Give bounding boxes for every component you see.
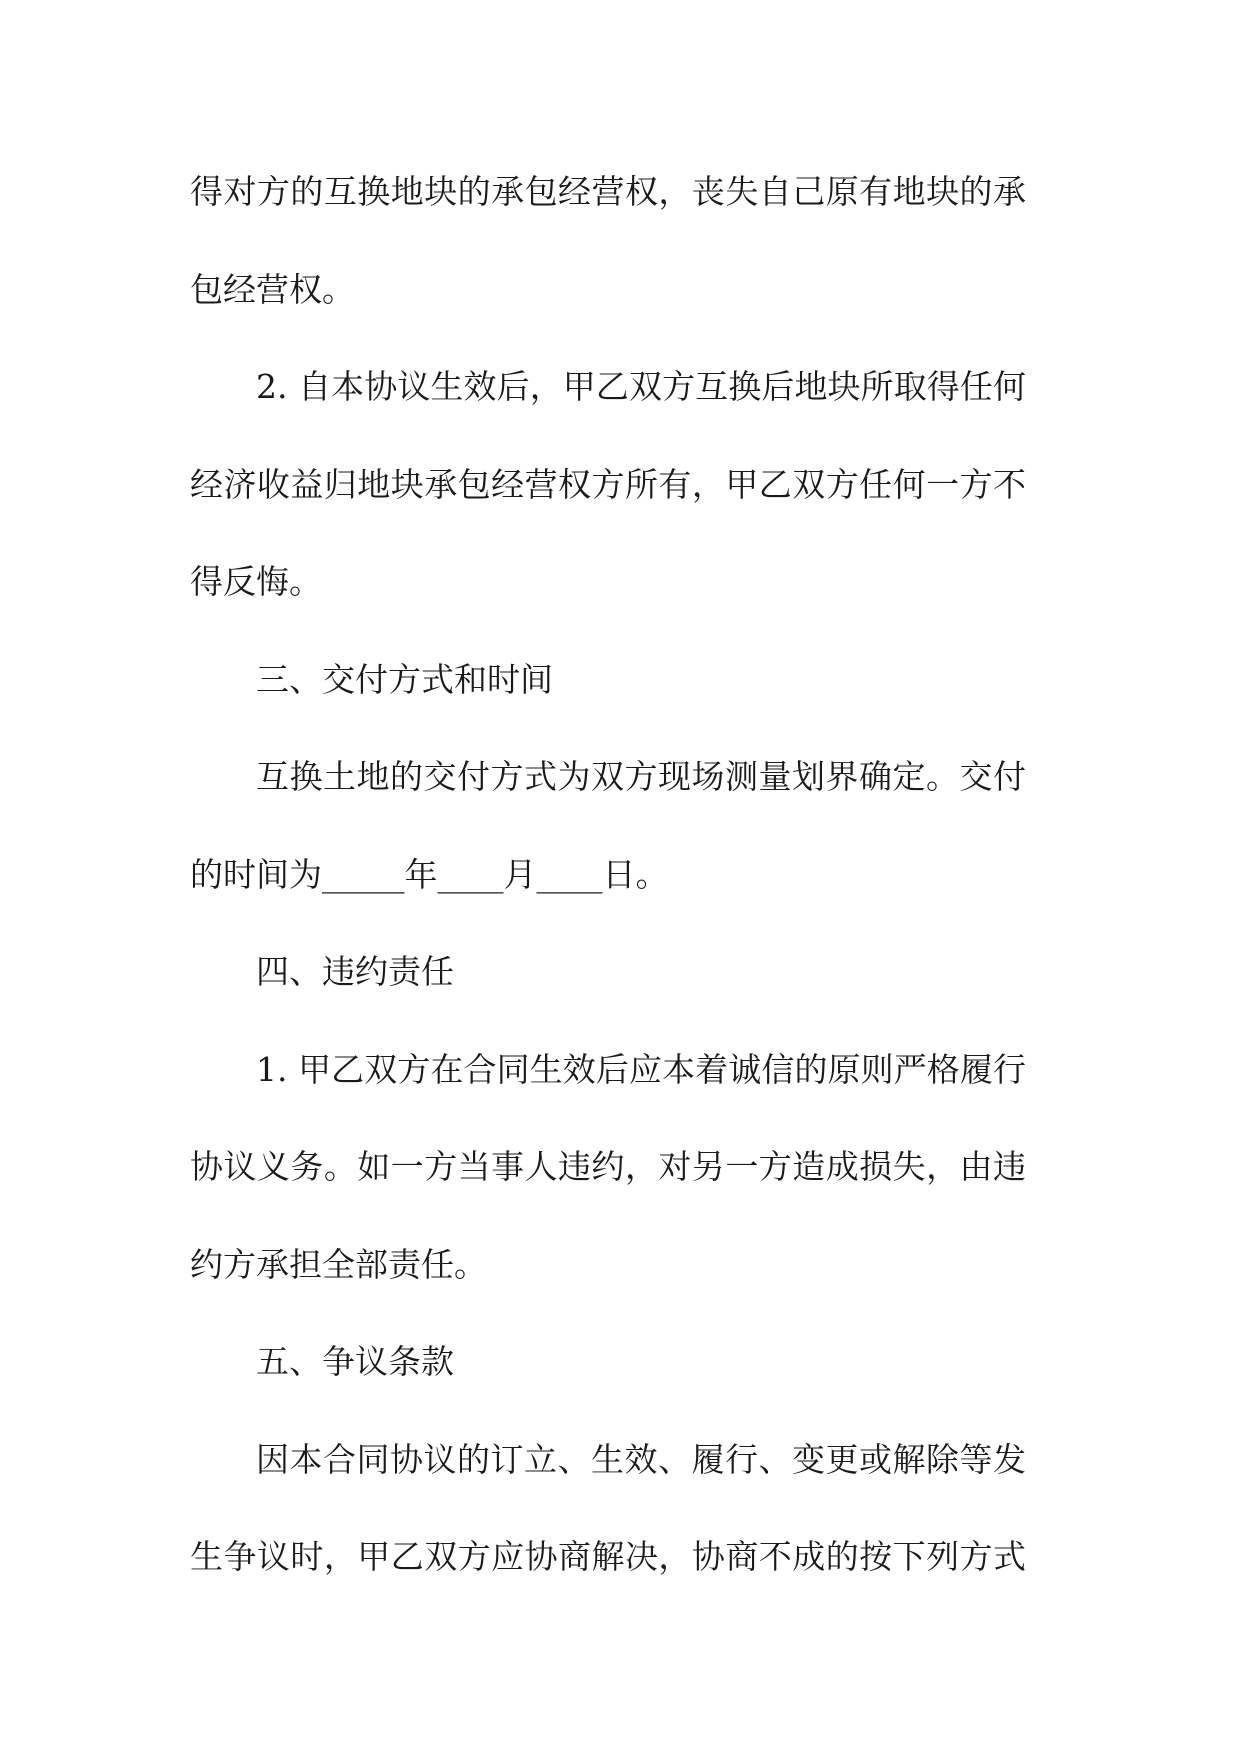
text-line: 约方承担全部责任。 (190, 1244, 487, 1284)
text-line: 经济收益归地块承包经营权方所有，甲乙双方任何一方不 (190, 464, 1026, 504)
text-line: 生争议时，甲乙双方应协商解决，协商不成的按下列方式 (190, 1537, 1026, 1576)
text-line: 因本合同协议的订立、生效、履行、变更或解除等发 (256, 1439, 1026, 1479)
text-line: 互换土地的交付方式为双方现场测量划界确定。交付 (256, 757, 1026, 796)
text-line: 的时间为_____年____月____日。 (190, 854, 669, 894)
document-body (190, 168, 1026, 1631)
text-line: 2. 自本协议生效后，甲乙双方互换后地块所取得任何 (256, 367, 1026, 406)
text-line: 得对方的互换地块的承包经营权，丧失自己原有地块的承 (190, 172, 1026, 211)
text-line: 协议义务。如一方当事人违约，对另一方造成损失，由违 (190, 1147, 1026, 1186)
text-line: 1. 甲乙双方在合同生效后应本着诚信的原则严格履行 (256, 1049, 1026, 1089)
section-heading: 四、违约责任 (256, 952, 454, 991)
section-heading: 五、争议条款 (256, 1342, 454, 1381)
text-line: 包经营权。 (190, 269, 355, 309)
section-heading: 三、交付方式和时间 (256, 659, 553, 699)
text-line: 得反悔。 (190, 562, 322, 601)
